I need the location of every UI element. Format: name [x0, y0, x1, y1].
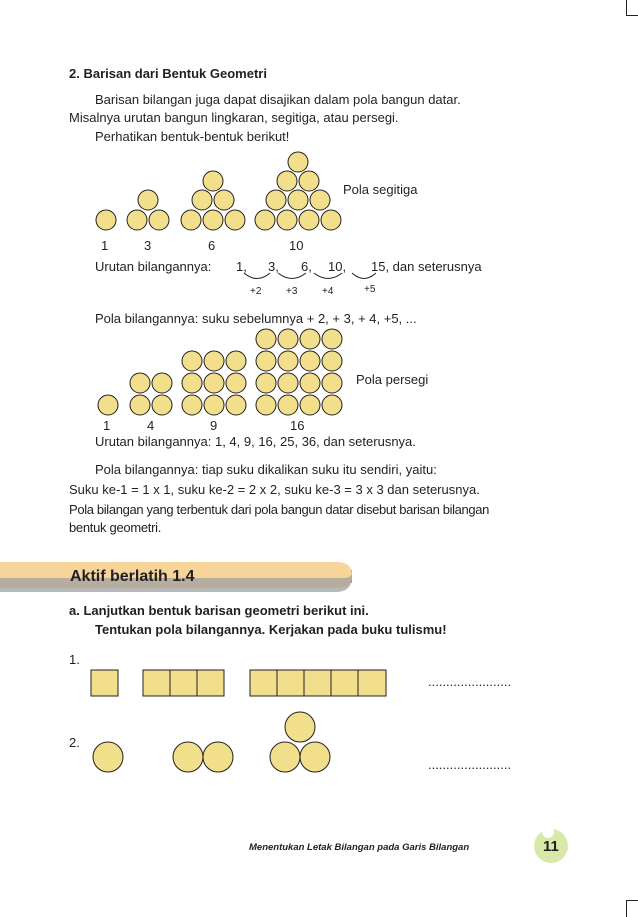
circle [130, 373, 150, 393]
circle [300, 742, 330, 772]
circle [278, 329, 298, 349]
triangle-rule: Pola bilangannya: suku sebelumnya + 2, + 3, + 4, +5, ... [95, 311, 417, 326]
circle [266, 190, 286, 210]
triangle-number-3: 6 [208, 238, 216, 253]
circle [152, 373, 172, 393]
square-number-2: 4 [147, 418, 155, 433]
exercise-1-figure [91, 670, 386, 696]
circle [204, 373, 224, 393]
square-number-3: 9 [210, 418, 218, 433]
triangle-number-1: 1 [101, 238, 109, 253]
square-pattern-label: Pola persegi [356, 372, 429, 387]
square [331, 670, 358, 696]
circle [138, 190, 158, 210]
circle [256, 373, 276, 393]
exercise-item-1-label: 1. [69, 652, 80, 667]
circle [181, 210, 201, 230]
circle [256, 329, 276, 349]
triangle-sequence-term-2: 3, [268, 259, 279, 274]
circle [299, 171, 319, 191]
circle [214, 190, 234, 210]
circle [225, 210, 245, 230]
circle [288, 152, 308, 172]
circle [203, 171, 223, 191]
square [250, 670, 277, 696]
square-sequence: Urutan bilangannya: 1, 4, 9, 16, 25, 36, dan seterusnya. [95, 434, 416, 449]
circle [127, 210, 147, 230]
circle [310, 190, 330, 210]
square [358, 670, 386, 696]
circle [149, 210, 169, 230]
circle [278, 351, 298, 371]
square [170, 670, 197, 696]
triangle-number-2: 3 [144, 238, 152, 253]
circle [256, 395, 276, 415]
circle [322, 329, 342, 349]
section-heading: 2. Barisan dari Bentuk Geometri [69, 66, 267, 81]
square-rule: Pola bilangannya: tiap suku dikalikan suku itu sendiri, yaitu: [95, 462, 437, 477]
square [197, 670, 224, 696]
exercise-item-1-blank: ....................... [428, 674, 512, 689]
badge-highlight [542, 826, 554, 838]
circle [321, 210, 341, 230]
difference-2: +3 [286, 286, 298, 297]
intro-line-2: Misalnya urutan bangun lingkaran, segitiga, atau persegi. [69, 110, 399, 125]
triangle-sequence-term-5: 15, dan seterusnya [371, 259, 482, 274]
circle [226, 373, 246, 393]
difference-4: +5 [364, 284, 376, 295]
circle [204, 351, 224, 371]
circle [300, 329, 320, 349]
intro-line-1: Barisan bilangan juga dapat disajikan dalam pola bangun datar. [95, 92, 461, 107]
circle [182, 373, 202, 393]
circle [192, 190, 212, 210]
triangle-number-4: 10 [289, 238, 304, 253]
exercise-item-2-label: 2. [69, 735, 80, 750]
circle [322, 351, 342, 371]
square-number-4: 16 [290, 418, 305, 433]
conclusion-line-1: Pola bilangan yang terbentuk dari pola bangun datar disebut barisan bilangan [69, 502, 490, 517]
triangle-sequence-term-3: 6, [301, 259, 312, 274]
circle [203, 742, 233, 772]
circle [96, 210, 116, 230]
square [143, 670, 170, 696]
circle [288, 190, 308, 210]
circle [322, 373, 342, 393]
circle [173, 742, 203, 772]
page-number: 11 [543, 838, 559, 855]
circle [130, 395, 150, 415]
circle [182, 351, 202, 371]
circle [278, 373, 298, 393]
circle [204, 395, 224, 415]
triangle-sequence-term-1: 1, [236, 259, 247, 274]
circle [226, 395, 246, 415]
circle [226, 351, 246, 371]
triangle-sequence-label: Urutan bilangannya: [95, 259, 212, 274]
exercise-instruction-2: Tentukan pola bilangannya. Kerjakan pada buku tulismu! [95, 622, 447, 637]
exercise-item-2-blank: ....................... [428, 757, 512, 772]
circle [277, 210, 297, 230]
triangle-pattern-label: Pola segitiga [343, 182, 418, 197]
circle [322, 395, 342, 415]
exercise-instruction-1: a. Lanjutkan bentuk barisan geometri berikut ini. [69, 603, 369, 618]
circle [278, 395, 298, 415]
exercise-banner-title: Aktif berlatih 1.4 [70, 568, 195, 585]
running-title: Menentukan Letak Bilangan pada Garis Bilangan [249, 842, 470, 853]
square-number-1: 1 [103, 418, 111, 433]
circle [300, 373, 320, 393]
circle [300, 395, 320, 415]
triangle-pattern-figure [96, 152, 341, 230]
difference-1: +2 [250, 286, 262, 297]
square [304, 670, 331, 696]
circle [255, 210, 275, 230]
circle [270, 742, 300, 772]
square-example: Suku ke-1 = 1 x 1, suku ke-2 = 2 x 2, suku ke-3 = 3 x 3 dan seterusnya. [69, 482, 480, 497]
circle [152, 395, 172, 415]
circle [182, 395, 202, 415]
circle [285, 712, 315, 742]
conclusion-line-2: bentuk geometri. [69, 520, 162, 535]
square [91, 670, 118, 696]
arc [244, 273, 270, 279]
intro-instruction: Perhatikan bentuk-bentuk berikut! [95, 129, 290, 144]
circle [299, 210, 319, 230]
difference-3: +4 [322, 286, 334, 297]
circle [256, 351, 276, 371]
circle [300, 351, 320, 371]
square [277, 670, 304, 696]
exercise-2-figure [93, 712, 330, 772]
triangle-sequence-term-4: 10, [328, 259, 347, 274]
circle [98, 395, 118, 415]
circle [277, 171, 297, 191]
circle [93, 742, 123, 772]
square-pattern-figure [98, 329, 342, 415]
circle [203, 210, 223, 230]
